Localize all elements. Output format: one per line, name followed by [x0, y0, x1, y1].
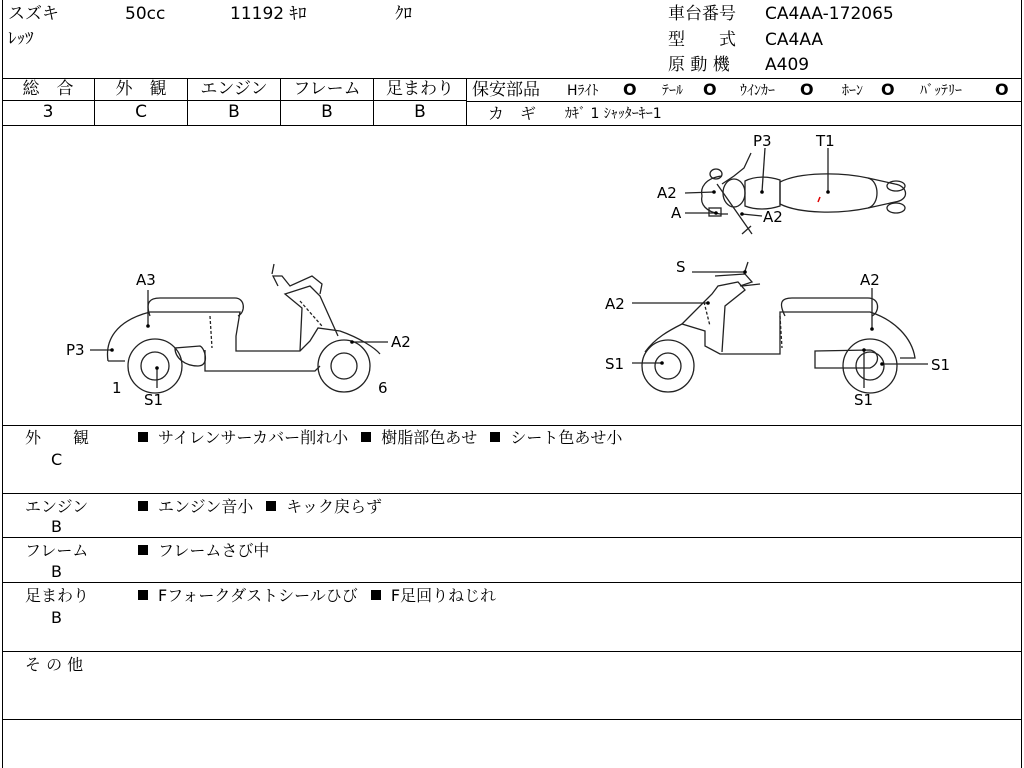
grade-value-overall: 3	[42, 102, 54, 122]
engine-label: 原 動 機	[668, 55, 730, 75]
safety-item-horn: ﾎｰﾝ	[842, 83, 863, 99]
remark-grade: B	[51, 562, 62, 581]
bullet-icon	[138, 432, 148, 442]
label-left-a2: A2	[391, 333, 411, 351]
top-view-scooter	[702, 153, 906, 234]
label-top-a: A	[671, 204, 682, 222]
label-top-t1: T1	[816, 132, 835, 150]
bullet-icon	[490, 432, 500, 442]
key-value: ｶｷﾞ 1 ｼｬｯﾀｰｷｰ1	[565, 106, 662, 122]
damage-diagram	[0, 126, 1024, 424]
diagram-bottom-line	[2, 425, 1022, 426]
safety-status-battery: O	[995, 80, 1009, 99]
safety-mid-line	[467, 101, 1022, 102]
remark-label: エンジン	[25, 497, 89, 516]
remarks-divider	[2, 719, 1022, 720]
remark-note: F足回りねじれ	[390, 586, 497, 605]
label-right-s: S	[676, 258, 686, 276]
remark-grade: B	[51, 517, 62, 536]
label-top-a2-bottom: A2	[763, 208, 783, 226]
grade-header-suspension: 足まわり	[386, 79, 454, 99]
remark-grade: C	[51, 450, 63, 469]
frame-no-label: 車台番号	[668, 4, 736, 24]
safety-status-winker: O	[800, 80, 814, 99]
bullet-icon	[266, 501, 276, 511]
remark-notes	[138, 542, 269, 560]
grade-col-divider	[466, 78, 467, 125]
remark-note: シート色あせ小	[510, 428, 623, 447]
engine-value: A409	[765, 55, 810, 75]
model-name: ﾚｯﾂ	[8, 29, 34, 49]
body-color: ｸﾛ	[395, 4, 412, 24]
bullet-icon	[371, 590, 381, 600]
label-right-s1-bottom: S1	[854, 391, 874, 409]
label-top-a2-left: A2	[657, 184, 677, 202]
bullet-icon	[138, 545, 148, 555]
grade-value-engine: B	[228, 102, 240, 122]
grade-header-frame: フレーム	[293, 79, 361, 99]
frame-no: CA4AA-172065	[765, 4, 894, 24]
remark-note: フレームさび中	[158, 541, 270, 560]
safety-item-tail: ﾃｰﾙ	[662, 83, 683, 99]
label-right-s1-left: S1	[605, 355, 625, 373]
grade-value-exterior: C	[135, 102, 147, 122]
bullet-icon	[361, 432, 371, 442]
bullet-icon	[138, 590, 148, 600]
remark-grade: B	[51, 608, 62, 627]
key-label: カ ギ	[488, 104, 537, 123]
label-right-a2-right: A2	[860, 271, 880, 289]
grade-value-frame: B	[321, 102, 333, 122]
maker: スズキ	[8, 4, 59, 24]
safety-item-battery: ﾊﾞｯﾃﾘｰ	[920, 83, 962, 99]
remark-note: サイレンサーカバー削れ小	[158, 428, 349, 447]
label-left-a3: A3	[136, 271, 156, 289]
type-value: CA4AA	[765, 30, 824, 50]
safety-item-headlight: Hﾗｲﾄ	[567, 83, 599, 99]
safety-status-headlight: O	[623, 80, 637, 99]
remark-note: Fフォークダストシールひび	[158, 586, 358, 605]
safety-status-tail: O	[703, 80, 717, 99]
label-right-s1-right: S1	[931, 356, 951, 374]
remark-label: そ の 他	[25, 655, 84, 674]
remark-notes	[138, 429, 622, 447]
type-label: 型 式	[668, 30, 736, 50]
grade-header-overall: 総 合	[22, 79, 74, 99]
remark-label: 外 観	[25, 428, 90, 447]
grade-header-engine: エンジン	[200, 79, 268, 99]
remark-label: 足まわり	[25, 586, 90, 605]
label-left-6: 6	[378, 379, 388, 397]
bullet-icon	[138, 501, 148, 511]
remarks-divider	[2, 651, 1022, 652]
label-left-1: 1	[112, 379, 122, 397]
remark-note: エンジン音小	[158, 497, 254, 516]
remarks-divider	[2, 537, 1022, 538]
safety-label: 保安部品	[472, 80, 540, 100]
label-left-p3: P3	[66, 341, 85, 359]
grade-table-mid-line	[2, 100, 467, 101]
safety-status-horn: O	[881, 80, 895, 99]
remark-note: 樹脂部色あせ	[381, 428, 478, 447]
remark-notes	[138, 498, 382, 516]
damage-leader-lines	[90, 148, 928, 388]
displacement: 50cc	[125, 4, 166, 24]
safety-item-winker: ｳｲﾝｶｰ	[740, 83, 775, 99]
remarks-divider	[2, 582, 1022, 583]
label-right-a2-left: A2	[605, 295, 625, 313]
remarks-divider	[2, 493, 1022, 494]
grade-header-exterior: 外 観	[115, 79, 167, 99]
remark-note: キック戻らず	[286, 497, 382, 516]
grade-value-suspension: B	[414, 102, 426, 122]
label-left-s1: S1	[144, 391, 164, 409]
remark-notes	[138, 587, 496, 605]
mileage: 11192 ｷﾛ	[230, 4, 307, 24]
remark-label: フレーム	[25, 541, 89, 560]
label-top-p3: P3	[753, 132, 772, 150]
